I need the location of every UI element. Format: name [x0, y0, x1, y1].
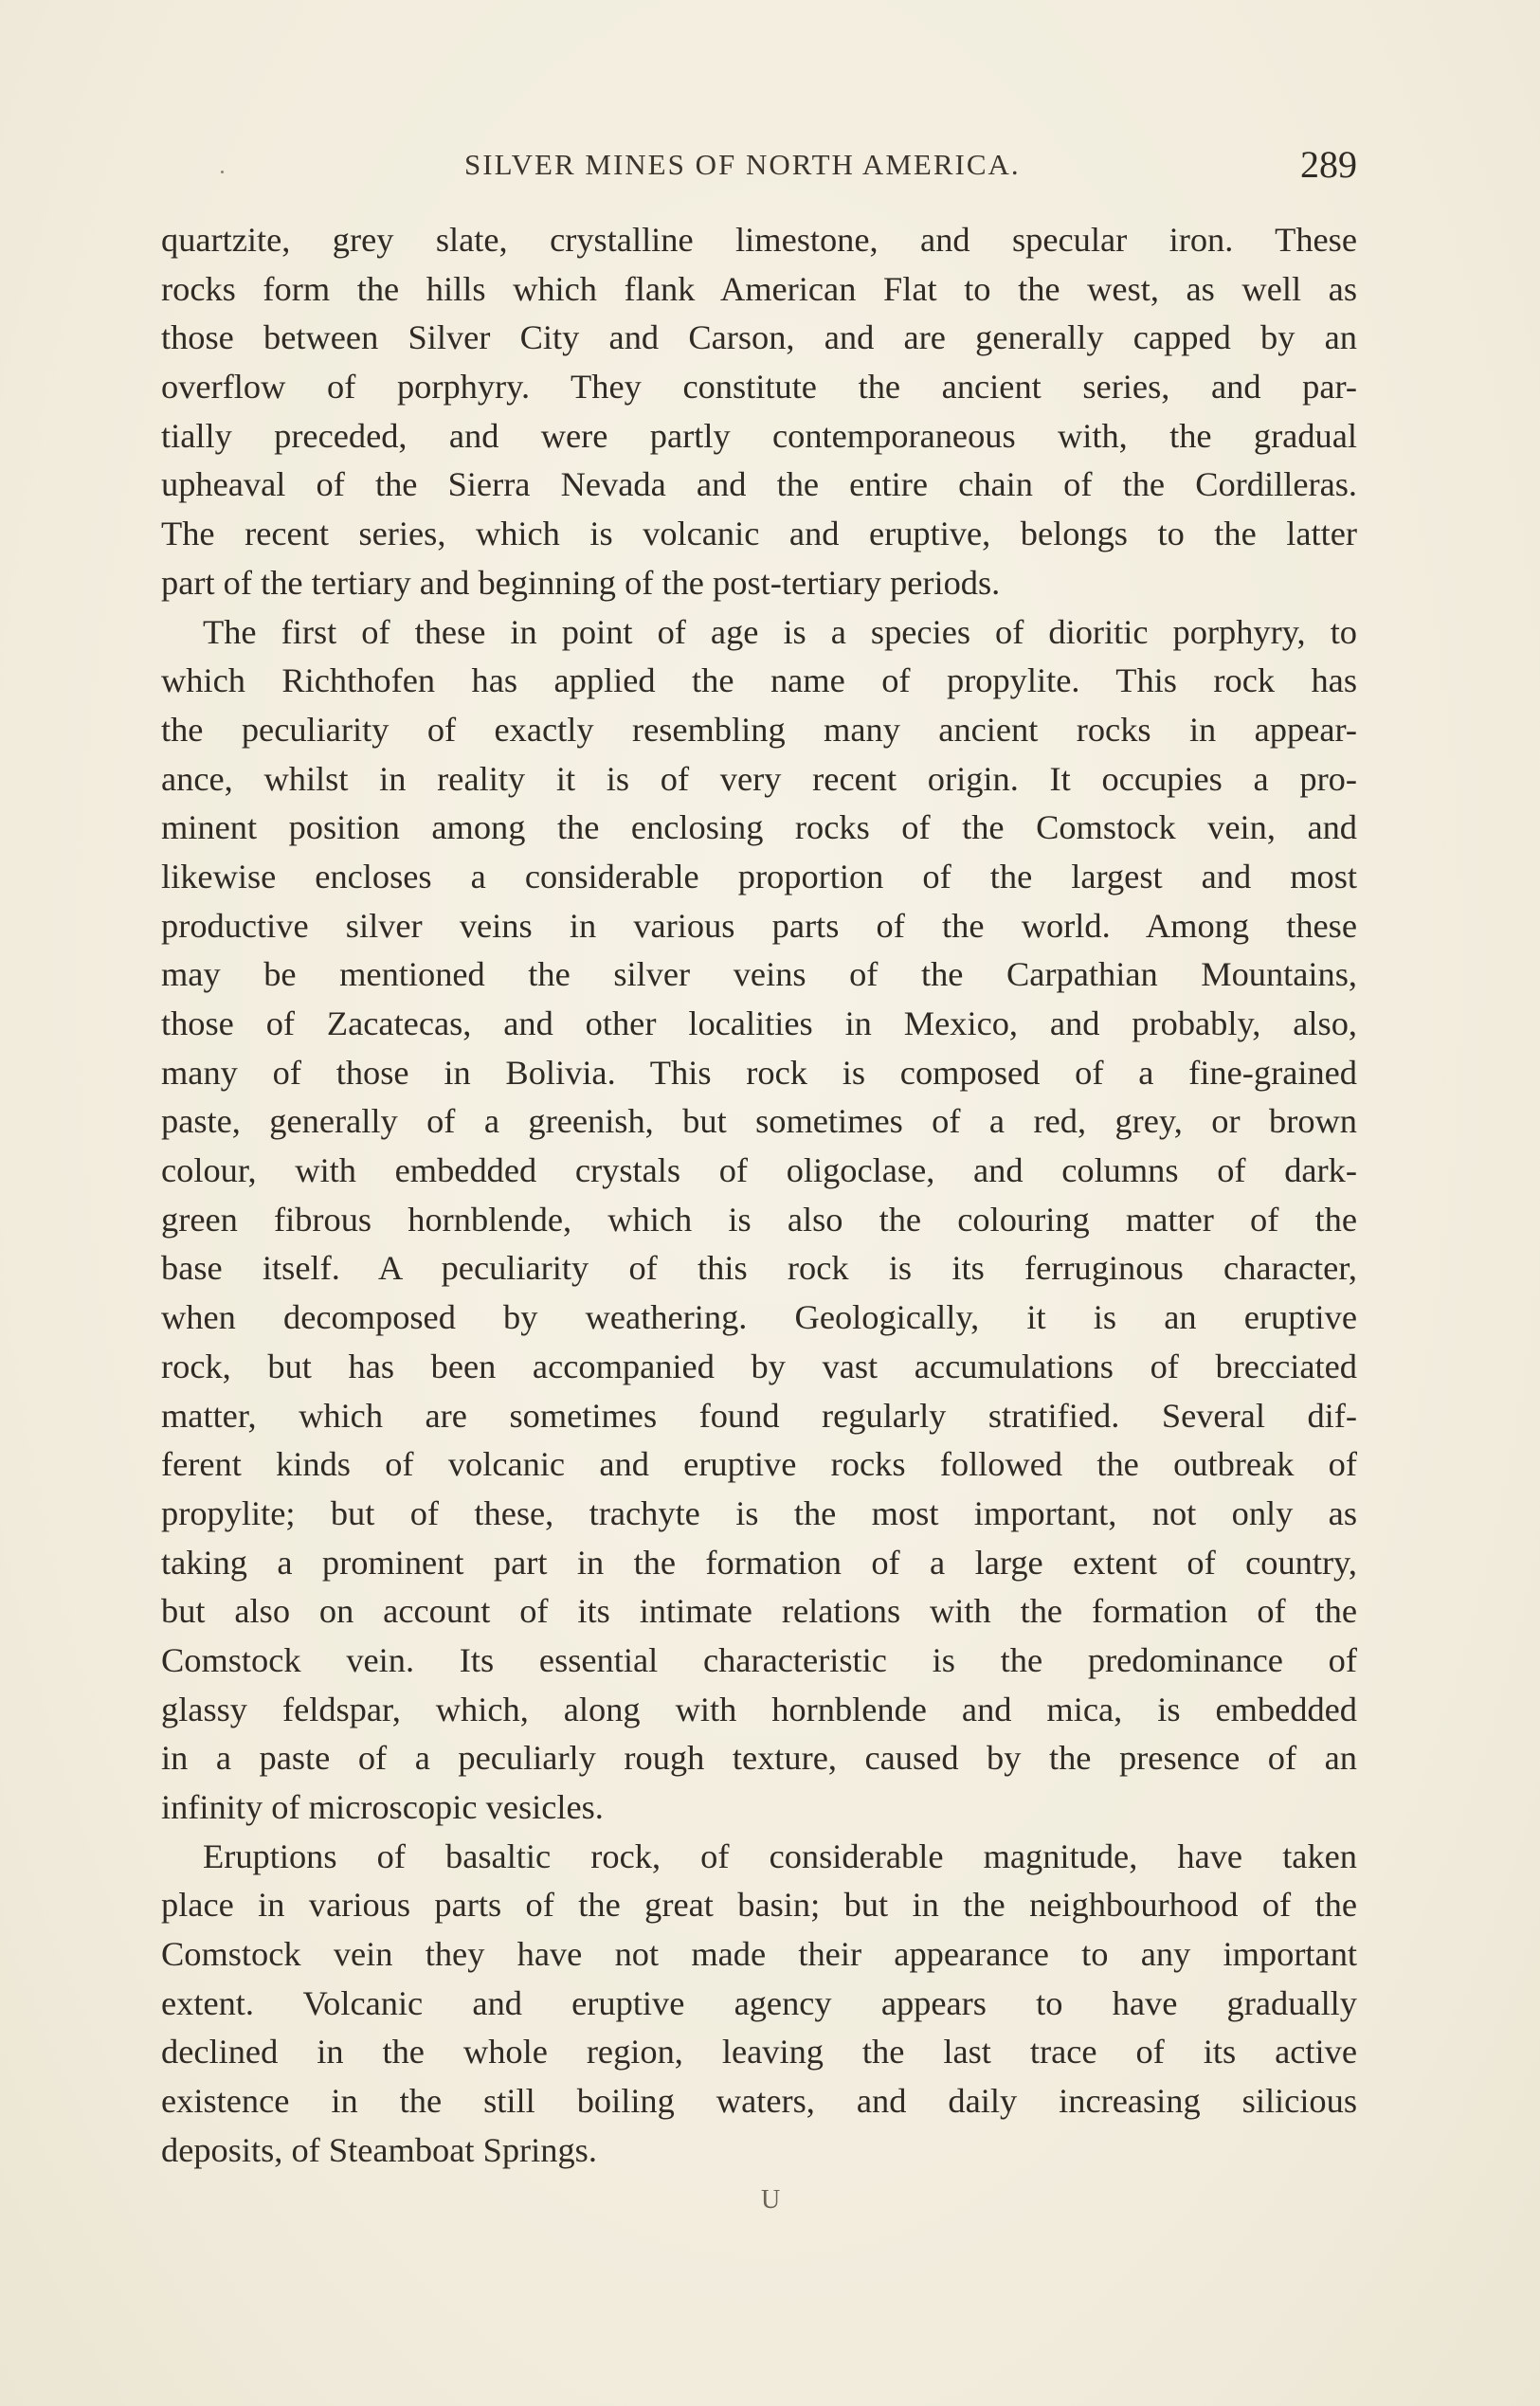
text-line: The recent series, which is volcanic and eruptive, belongs to the latter: [161, 515, 1357, 553]
text-line: infinity of microscopic vesicles.: [161, 1788, 604, 1826]
text-line: tially preceded, and were partly contemporaneous with, the gradual: [161, 416, 1357, 455]
text-line: many of those in Bolivia. This rock is composed of a fine-grained: [161, 1053, 1357, 1092]
text-line: glassy feldspar, which, along with hornblende and mica, is embedded: [161, 1690, 1357, 1728]
text-line: Eruptions of basaltic rock, of considerable magnitude, have taken: [203, 1836, 1357, 1875]
text-line: declined in the whole region, leaving the last trace of its active: [161, 2033, 1357, 2071]
text-line: in a paste of a peculiarly rough texture, caused by the presence of an: [161, 1739, 1357, 1778]
text-line: the peculiarity of exactly resembling many ancient rocks in appear-: [161, 710, 1357, 749]
signature-mark: U: [761, 2185, 781, 2215]
text-line: The first of these in point of age is a species of dioritic porphyry, to: [203, 612, 1357, 651]
text-line: overflow of porphyry. They constitute the ancient series, and par-: [161, 368, 1357, 407]
text-line: ferent kinds of volcanic and eruptive rocks followed the outbreak of: [161, 1445, 1357, 1484]
text-line: minent position among the enclosing rocks of the Comstock vein, and: [161, 808, 1357, 847]
text-line: deposits, of Steamboat Springs.: [161, 2130, 597, 2169]
text-line: which Richthofen has applied the name of propylite. This rock has: [161, 661, 1357, 700]
text-line: Comstock vein. Its essential characteristic is the predominance of: [161, 1640, 1357, 1679]
body-text: [161, 216, 1357, 2176]
text-line: matter, which are sometimes found regularly stratified. Several dif-: [161, 1396, 1357, 1435]
text-line: but also on account of its intimate relations with the formation of the: [161, 1592, 1357, 1631]
text-line: may be mentioned the silver veins of the Carpathian Mountains,: [161, 955, 1357, 994]
text-line: green fibrous hornblende, which is also the colouring matter of the: [161, 1200, 1357, 1239]
text-line: colour, with embedded crystals of oligoclase, and columns of dark-: [161, 1151, 1357, 1190]
text-line: productive silver veins in various parts of the world. Among these: [161, 906, 1357, 945]
text-line: likewise encloses a considerable proportion of the largest and most: [161, 857, 1357, 895]
text-line: rock, but has been accompanied by vast accumulations of brecciated: [161, 1347, 1357, 1385]
text-line: propylite; but of these, trachyte is the most important, not only as: [161, 1493, 1357, 1532]
text-line: quartzite, grey slate, crystalline limestone, and specular iron. These: [161, 221, 1357, 259]
text-line: base itself. A peculiarity of this rock is its ferruginous character,: [161, 1249, 1357, 1288]
text-line: those of Zacatecas, and other localities in Mexico, and probably, also,: [161, 1004, 1357, 1042]
running-title: SILVER MINES OF NORTH AMERICA.: [464, 148, 1021, 181]
text-line: existence in the still boiling waters, and daily increasing silicious: [161, 2082, 1357, 2121]
text-line: those between Silver City and Carson, and are generally capped by an: [161, 318, 1357, 357]
text-line: upheaval of the Sierra Nevada and the entire chain of the Cordilleras.: [161, 465, 1357, 504]
text-line: place in various parts of the great basin; but in the neighbourhood of the: [161, 1886, 1357, 1925]
text-line: Comstock vein they have not made their appearance to any important: [161, 1935, 1357, 1974]
page-header: [161, 142, 1357, 190]
ink-speck: [221, 171, 224, 173]
text-line: extent. Volcanic and eruptive agency appears to have gradually: [161, 1983, 1357, 2022]
text-line: taking a prominent part in the formation of a large extent of country,: [161, 1543, 1357, 1582]
text-line: rocks form the hills which flank American Flat to the west, as well as: [161, 269, 1357, 308]
text-line: paste, generally of a greenish, but sometimes of a red, grey, or brown: [161, 1102, 1357, 1141]
page-number: 289: [1300, 143, 1357, 186]
text-line: ance, whilst in reality it is of very recent origin. It occupies a pro-: [161, 759, 1357, 798]
text-line: part of the tertiary and beginning of the post-tertiary periods.: [161, 563, 1001, 602]
text-line: when decomposed by weathering. Geologically, it is an eruptive: [161, 1298, 1357, 1337]
